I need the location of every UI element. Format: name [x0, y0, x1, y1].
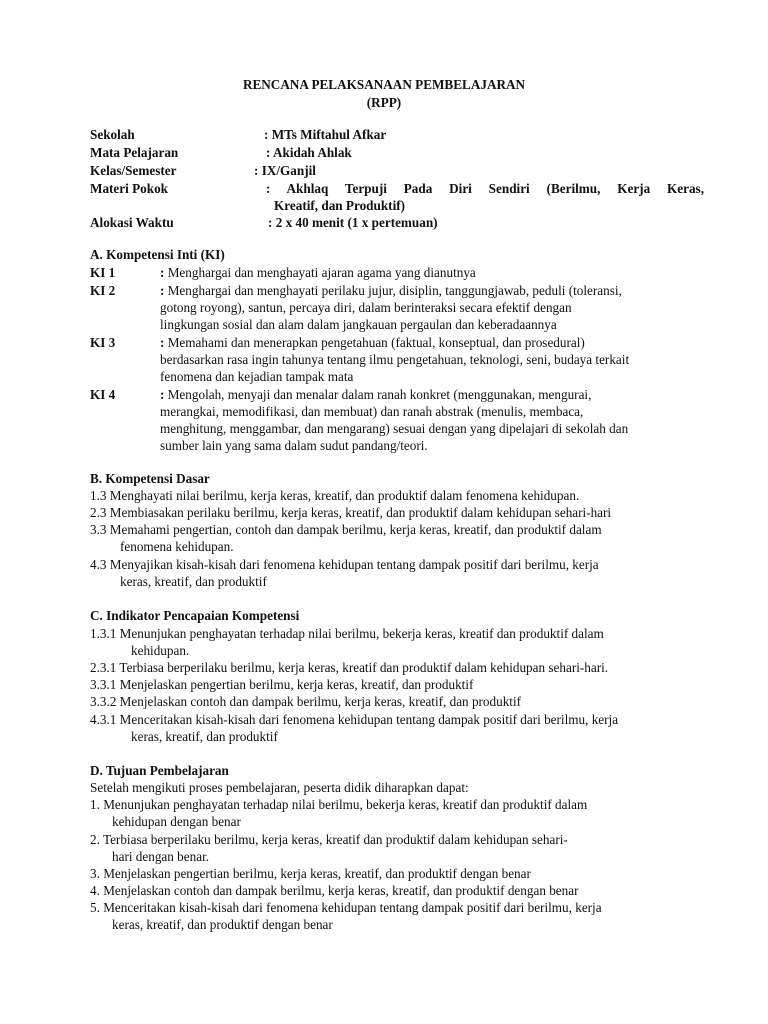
identity-label: Kelas/Semester: [90, 163, 177, 178]
document-title: [0, 76, 768, 112]
kd-item-continued: fenomena kehidupan.: [120, 539, 234, 554]
ki-colon: :: [160, 335, 165, 350]
tujuan-item: 1. Menunjukan penghayatan terhadap nilai berilmu, bekerja keras, kreatif dan produktif dalam: [90, 797, 588, 812]
section-heading-ki: A. Kompetensi Inti (KI): [90, 247, 225, 262]
ki-text-line: Mengolah, menyaji dan menalar dalam ranah konkret (menggunakan, mengurai,: [164, 387, 592, 402]
identity-label: Alokasi Waktu: [90, 215, 174, 230]
ki-colon: :: [160, 387, 165, 402]
ki-text-line: lingkungan sosial dan alam dalam jangkauan pergaulan dan keberadaannya: [160, 317, 557, 332]
tujuan-item-continued: keras, kreatif, dan produktif dengan benar: [112, 917, 333, 932]
ipk-item: 3.3.2 Menjelaskan contoh dan dampak berilmu, kerja keras, kreatif, dan produktif: [90, 694, 522, 709]
identity-value: : IX/Ganjil: [254, 163, 316, 178]
ipk-item: 4.3.1 Menceritakan kisah-kisah dari fenomena kehidupan tentang dampak positif dari berilmu, kerja: [90, 712, 619, 727]
identity-label: Materi Pokok: [90, 181, 169, 196]
identity-value: : 2 x 40 menit (1 x pertemuan): [268, 215, 438, 230]
title-line-1: RENCANA PELAKSANAAN PEMBELAJARAN: [242, 77, 526, 92]
tujuan-item: 3. Menjelaskan pengertian berilmu, kerja keras, kreatif, dan produktif dengan benar: [90, 866, 531, 881]
ki-text-line: sumber lain yang sama dalam sudut pandang/teori.: [160, 438, 428, 453]
identity-label: Mata Pelajaran: [90, 145, 179, 160]
section-heading-ipk: C. Indikator Pencapaian Kompetensi: [90, 608, 300, 623]
ki-label: KI 1: [90, 265, 116, 280]
ipk-item: 1.3.1 Menunjukan penghayatan terhadap nilai berilmu, bekerja keras, kreatif dan produktif dalam: [90, 626, 604, 641]
ki-label: KI 3: [90, 335, 116, 350]
section-heading-kd: B. Kompetensi Dasar: [90, 471, 210, 486]
tujuan-item: 4. Menjelaskan contoh dan dampak berilmu, kerja keras, kreatif, dan produktif dengan benar: [90, 883, 579, 898]
identity-value-continued: Kreatif, dan Produktif): [274, 198, 406, 213]
tujuan-item-continued: kehidupan dengan benar: [112, 814, 241, 829]
ipk-item-continued: kehidupan.: [131, 643, 190, 658]
kd-item-continued: keras, kreatif, dan produktif: [120, 574, 267, 589]
tujuan-item-continued: hari dengan benar.: [112, 849, 210, 864]
tujuan-item: 2. Terbiasa berperilaku berilmu, kerja keras, kreatif dan produktif dalam kehidupan sehari-: [90, 832, 568, 847]
ki-text-line: gotong royong), santun, percaya diri, dalam berinteraksi secara efektif dengan: [160, 300, 572, 315]
tujuan-intro: Setelah mengikuti proses pembelajaran, peserta didik diharapkan dapat:: [90, 780, 469, 795]
kd-item: 4.3 Menyajikan kisah-kisah dari fenomena kehidupan tentang dampak positif dari berilmu, kerja: [90, 557, 599, 572]
kd-item: 3.3 Memahami pengertian, contoh dan dampak berilmu, kerja keras, kreatif, dan produktif dalam: [90, 522, 602, 537]
ki-text-line: merangkai, memodifikasi, dan membuat) dan ranah abstrak (menulis, membaca,: [160, 404, 584, 419]
ki-colon: :: [160, 283, 165, 298]
ki-label: KI 4: [90, 387, 116, 402]
kd-item: 2.3 Membiasakan perilaku berilmu, kerja keras, kreatif, dan produktif dalam kehidupan sehari-hari: [90, 505, 612, 520]
ki-text-line: Memahami dan menerapkan pengetahuan (faktual, konseptual, dan prosedural): [164, 335, 585, 350]
section-heading-tujuan: D. Tujuan Pembelajaran: [90, 763, 229, 778]
identity-label: Sekolah: [90, 127, 135, 142]
title-line-2: (RPP): [366, 95, 402, 110]
identity-value: : MTs Miftahul Afkar: [264, 127, 387, 142]
ki-text-line: Menghargai dan menghayati ajaran agama yang dianutnya: [164, 265, 476, 280]
tujuan-item: 5. Menceritakan kisah-kisah dari fenomena kehidupan tentang dampak positif dari berilmu, kerja: [90, 900, 602, 915]
ki-label: KI 2: [90, 283, 116, 298]
ki-text-line: menghitung, menggambar, dan mengarang) sesuai dengan yang dipelajari di sekolah dan: [160, 421, 629, 436]
ipk-item: 2.3.1 Terbiasa berperilaku berilmu, kerja keras, kreatif dan produktif dalam kehidupan sehari-hari.: [90, 660, 609, 675]
ki-text-line: fenomena dan kejadian tampak mata: [160, 369, 354, 384]
ki-colon: :: [160, 265, 165, 280]
kd-item: 1.3 Menghayati nilai berilmu, kerja keras, kreatif, dan produktif dalam fenomena kehidupan.: [90, 488, 580, 503]
ki-text-line: Menghargai dan menghayati perilaku jujur, disiplin, tanggungjawab, peduli (toleransi,: [164, 283, 622, 298]
identity-value: : Akidah Ahlak: [266, 145, 352, 160]
ipk-item-continued: keras, kreatif, dan produktif: [131, 729, 278, 744]
ki-text-line: berdasarkan rasa ingin tahunya tentang ilmu pengetahuan, teknologi, seni, budaya terkait: [160, 352, 630, 367]
ipk-item: 3.3.1 Menjelaskan pengertian berilmu, kerja keras, kreatif, dan produktif: [90, 677, 474, 692]
identity-value: : Akhlaq Terpuji Pada Diri Sendiri (Berilmu, Kerja Keras,: [266, 181, 704, 196]
